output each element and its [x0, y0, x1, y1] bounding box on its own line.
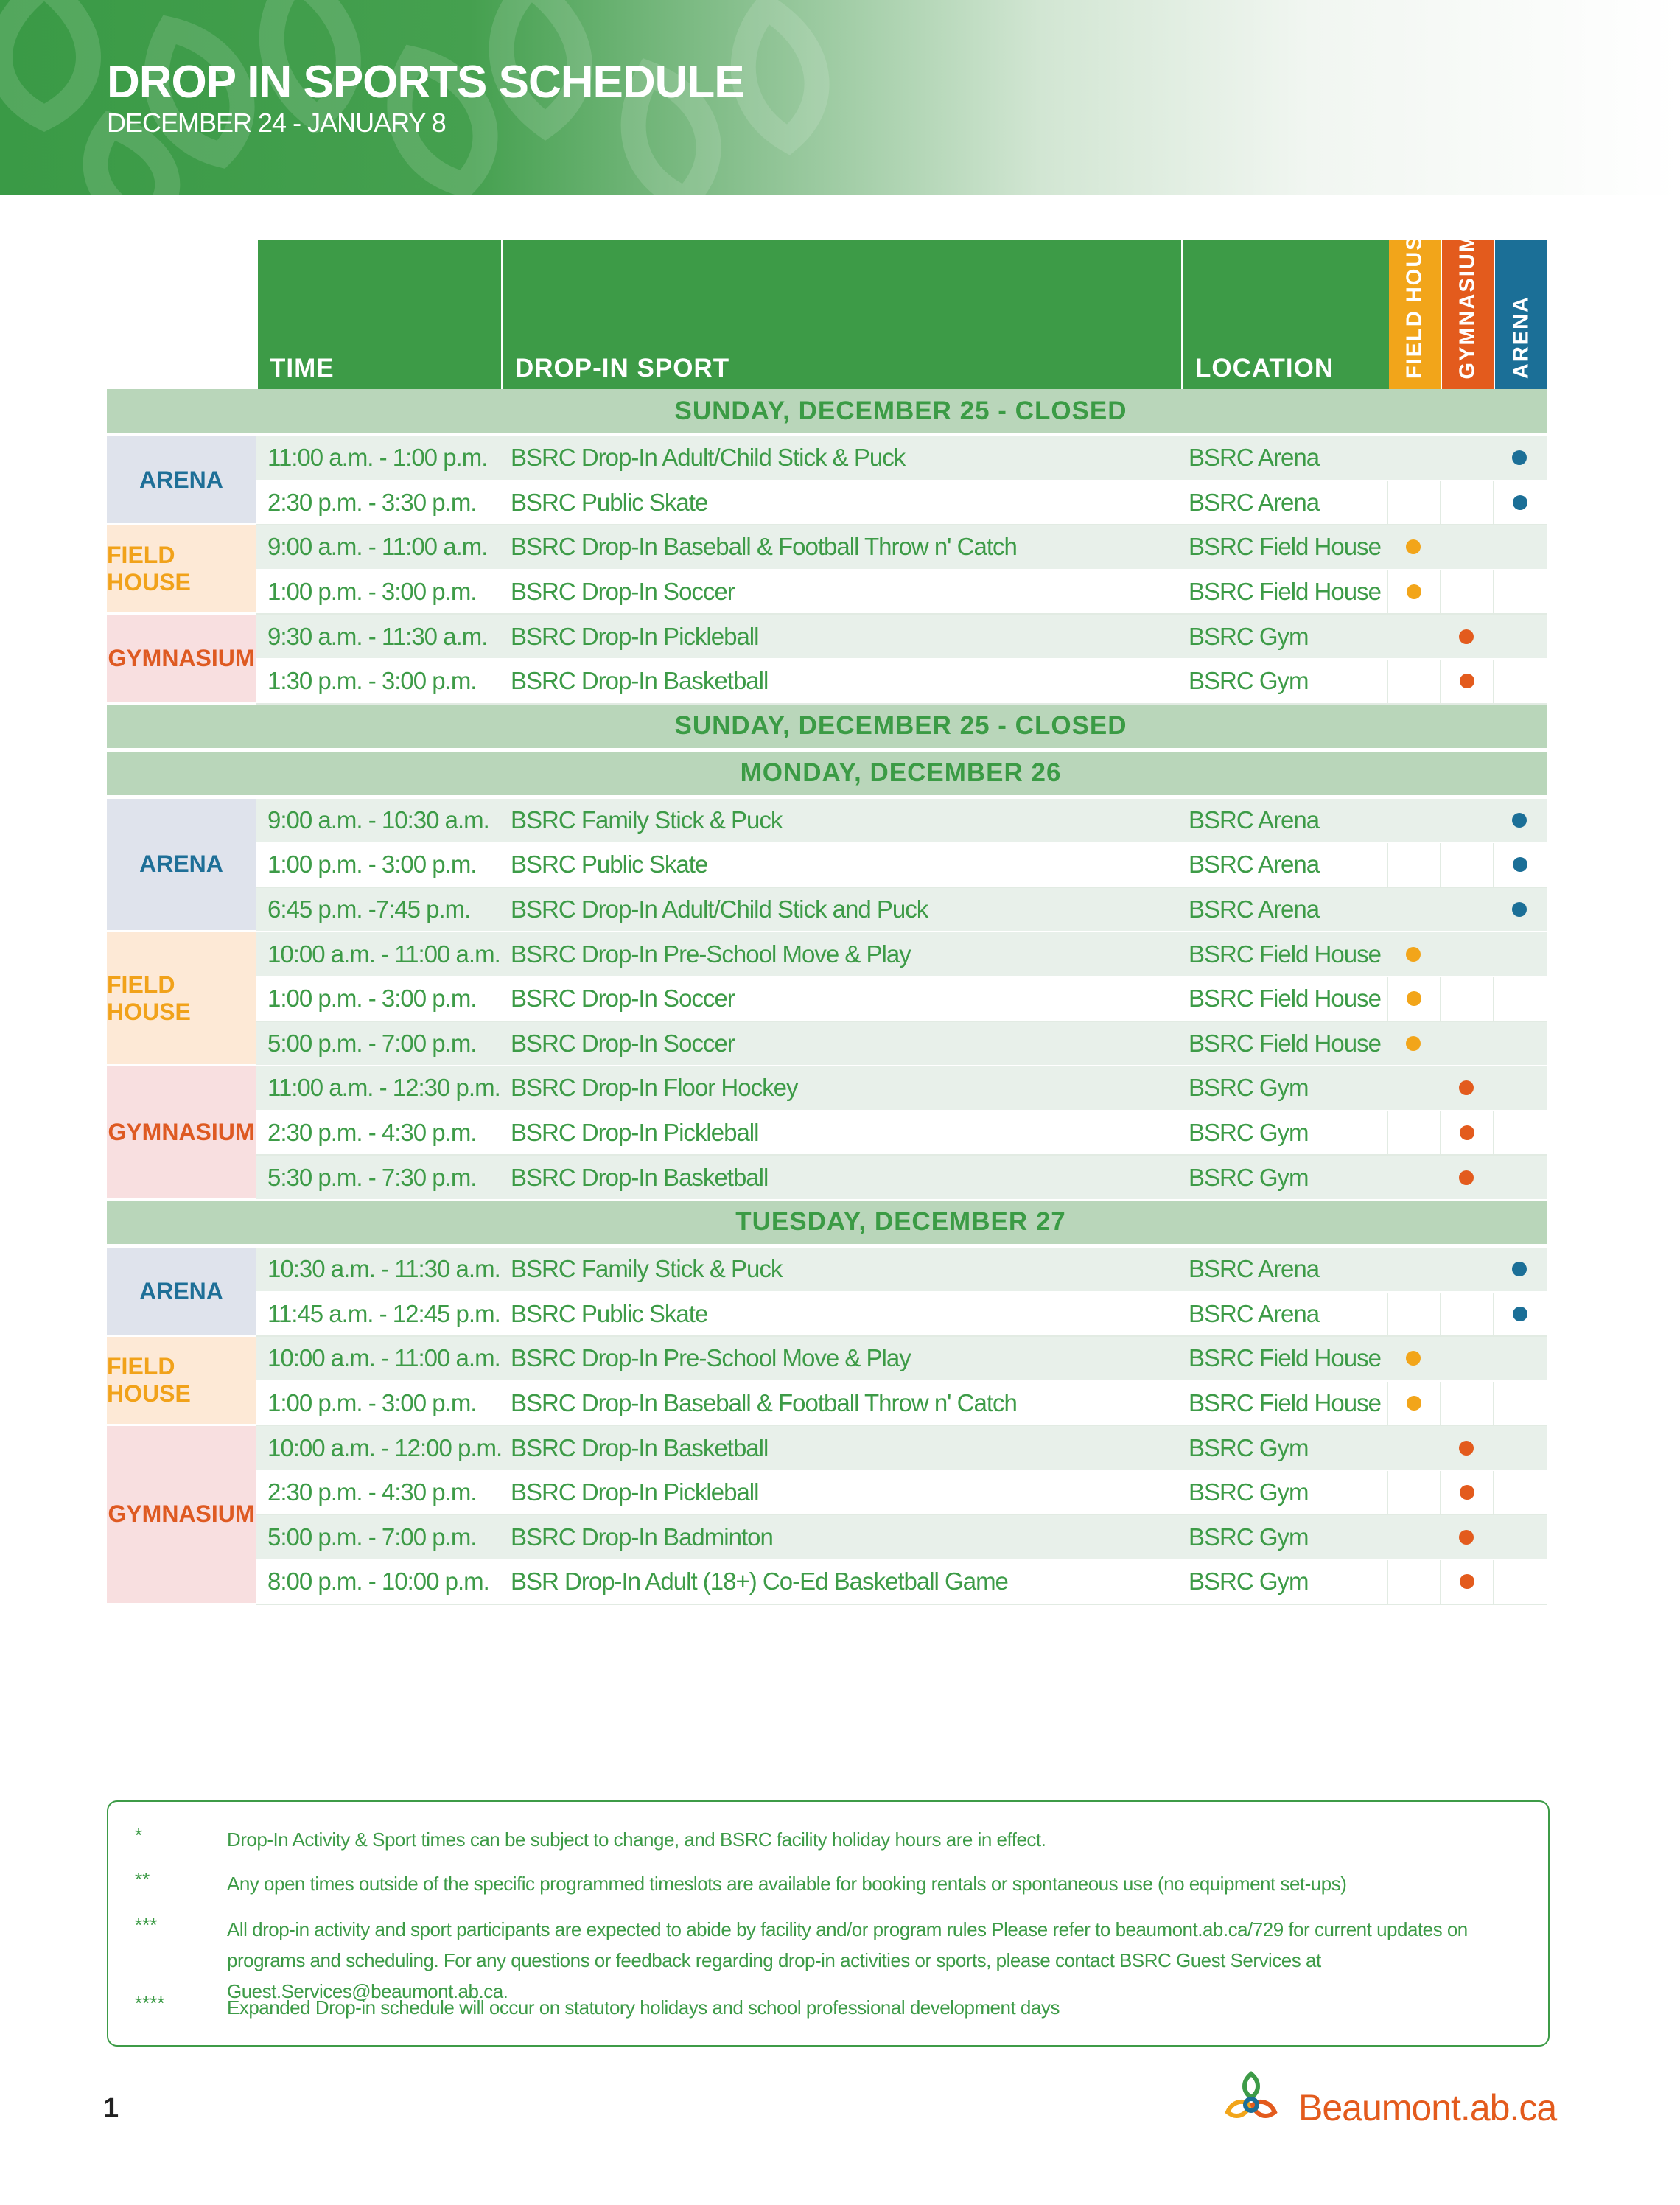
facility-rows	[256, 436, 1547, 525]
sport-cell: BSRC Public Skate	[511, 850, 708, 878]
facility-indicator-cell	[1493, 1515, 1546, 1559]
time-cell: 9:00 a.m. - 10:30 a.m.	[267, 806, 489, 834]
facility-indicator-cell	[1493, 1337, 1546, 1380]
facility-indicator-cell	[1387, 1156, 1440, 1199]
location-cell: BSRC Field House	[1189, 985, 1381, 1013]
facility-indicator-cell	[1387, 660, 1440, 703]
arena-indicator-dot	[1512, 813, 1527, 828]
location-cell: BSRC Arena	[1189, 1299, 1320, 1327]
location-cell: BSRC Arena	[1189, 1255, 1320, 1283]
header-time: TIME	[258, 240, 501, 389]
facility-group-field-house	[107, 525, 1547, 615]
facility-indicator-cell	[1387, 570, 1440, 614]
facility-indicator-cell	[1440, 977, 1493, 1021]
facility-indicator-cell	[1440, 1471, 1493, 1514]
facility-indicator-cell	[1493, 525, 1546, 569]
page-title: DROP IN SPORTS SCHEDULE	[107, 57, 744, 108]
facility-indicator-cell	[1493, 1293, 1546, 1336]
location-cell: BSRC Field House	[1189, 533, 1381, 561]
location-cell: BSRC Arena	[1189, 444, 1320, 472]
facility-indicator-cell	[1440, 1156, 1493, 1199]
sport-cell: BSRC Drop-In Pre-School Move & Play	[511, 940, 911, 968]
facility-indicator-cell	[1440, 1111, 1493, 1155]
gym-indicator-dot	[1460, 674, 1474, 688]
sport-cell: BSRC Drop-In Baseball & Football Throw n' Catch	[511, 1388, 1017, 1416]
facility-rows	[256, 1066, 1547, 1201]
field-indicator-dot	[1406, 947, 1421, 962]
day-heading	[107, 705, 1547, 749]
facility-indicator-cell	[1493, 932, 1546, 976]
facility-indicator-cell	[1493, 1382, 1546, 1425]
facility-indicator-cell	[1387, 1382, 1440, 1425]
note-marker: *	[135, 1824, 143, 1846]
page-number: 1	[103, 2093, 119, 2124]
facility-indicator-cell	[1387, 1426, 1440, 1470]
table-header	[107, 219, 1547, 389]
facility-indicator-cell	[1440, 932, 1493, 976]
table-row	[256, 799, 1547, 844]
schedule-table	[107, 219, 1547, 1605]
facility-rows	[256, 932, 1547, 1066]
table-row	[256, 977, 1547, 1022]
facility-indicator-cell	[1440, 660, 1493, 703]
gym-indicator-dot	[1460, 1485, 1474, 1500]
facility-indicator-cell	[1440, 1426, 1493, 1470]
facility-indicator-cell	[1440, 1066, 1493, 1110]
arena-indicator-dot	[1512, 1262, 1527, 1276]
time-cell: 8:00 p.m. - 10:00 p.m.	[267, 1568, 489, 1596]
facility-label-gymnasium: GYMNASIUM	[107, 615, 256, 704]
facility-indicator-cell	[1493, 888, 1546, 932]
sport-cell: BSRC Drop-In Pickleball	[511, 1119, 759, 1147]
gym-indicator-dot	[1459, 1170, 1474, 1185]
facility-indicator-cell	[1493, 570, 1546, 614]
note-marker: ***	[135, 1914, 158, 1936]
location-cell: BSRC Field House	[1189, 940, 1381, 968]
day-heading-text: SUNDAY, DECEMBER 25 - CLOSED	[674, 711, 1127, 741]
sport-cell: BSRC Drop-In Basketball	[511, 667, 769, 695]
facility-indicator-cell	[1440, 888, 1493, 932]
location-cell: BSRC Gym	[1189, 1478, 1309, 1506]
table-row	[256, 436, 1547, 481]
table-row	[256, 1382, 1547, 1427]
sport-cell: BSRC Drop-In Pre-School Move & Play	[511, 1344, 911, 1372]
field-indicator-dot	[1406, 539, 1421, 554]
location-cell: BSRC Gym	[1189, 1568, 1309, 1596]
sport-cell: BSRC Drop-In Pickleball	[511, 1478, 759, 1506]
table-row	[256, 1515, 1547, 1560]
time-cell: 10:30 a.m. - 11:30 a.m.	[267, 1255, 500, 1283]
location-cell: BSRC Field House	[1189, 1344, 1381, 1372]
field-indicator-dot	[1406, 1351, 1421, 1366]
header-field-house: FIELD HOUSE	[1389, 240, 1441, 389]
facility-indicator-cell	[1440, 436, 1493, 480]
sport-cell: BSRC Family Stick & Puck	[511, 806, 783, 834]
facility-indicator-cell	[1387, 977, 1440, 1021]
facility-indicator-cell	[1440, 570, 1493, 614]
time-cell: 5:00 p.m. - 7:00 p.m.	[267, 1523, 477, 1551]
facility-indicator-cell	[1493, 1022, 1546, 1066]
facility-indicator-cell	[1440, 1337, 1493, 1380]
facility-indicator-cell	[1440, 1382, 1493, 1425]
gym-indicator-dot	[1459, 629, 1474, 644]
location-cell: BSRC Gym	[1189, 1523, 1309, 1551]
time-cell: 10:00 a.m. - 12:00 p.m.	[267, 1433, 503, 1461]
time-cell: 1:00 p.m. - 3:00 p.m.	[267, 985, 477, 1013]
sport-cell: BSRC Drop-In Basketball	[511, 1433, 769, 1461]
facility-indicator-cell	[1387, 1337, 1440, 1380]
sport-cell: BSRC Family Stick & Puck	[511, 1255, 783, 1283]
day-heading	[107, 389, 1547, 434]
facility-indicator-cell	[1387, 1066, 1440, 1110]
location-cell: BSRC Field House	[1189, 1388, 1381, 1416]
facility-indicator-cell	[1493, 1426, 1546, 1470]
time-cell: 2:30 p.m. - 4:30 p.m.	[267, 1119, 477, 1147]
facility-indicator-cell	[1387, 799, 1440, 842]
arena-indicator-dot	[1513, 495, 1527, 510]
facility-group-arena	[107, 799, 1547, 933]
location-cell: BSRC Field House	[1189, 1029, 1381, 1057]
table-row	[256, 1293, 1547, 1338]
table-row	[256, 932, 1547, 977]
sport-cell: BSRC Drop-In Badminton	[511, 1523, 773, 1551]
header-location: LOCATION	[1183, 240, 1393, 389]
facility-label-gymnasium: GYMNASIUM	[107, 1426, 256, 1604]
facility-rows	[256, 1248, 1547, 1337]
facility-indicator-cell	[1493, 1111, 1546, 1155]
time-cell: 5:30 p.m. - 7:30 p.m.	[267, 1163, 477, 1191]
facility-indicator-cell	[1387, 1022, 1440, 1066]
location-cell: BSRC Arena	[1189, 806, 1320, 834]
facility-indicator-cell	[1440, 481, 1493, 525]
sport-cell: BSRC Drop-In Soccer	[511, 1029, 735, 1057]
facility-rows	[256, 525, 1547, 615]
table-row	[256, 1248, 1547, 1293]
facility-indicator-cell	[1440, 799, 1493, 842]
sport-cell: BSRC Drop-In Adult/Child Stick & Puck	[511, 444, 906, 472]
table-row	[256, 570, 1547, 615]
facility-label-arena: ARENA	[107, 1248, 256, 1337]
facility-label-field-house: FIELD HOUSE	[107, 932, 256, 1066]
table-row	[256, 1111, 1547, 1156]
time-cell: 2:30 p.m. - 4:30 p.m.	[267, 1478, 477, 1506]
facility-indicator-cell	[1387, 1560, 1440, 1604]
arena-indicator-dot	[1513, 1307, 1527, 1321]
location-cell: BSRC Gym	[1189, 667, 1309, 695]
sport-cell: BSRC Drop-In Baseball & Football Throw n' Catch	[511, 533, 1017, 561]
note-text: Any open times outside of the specific programmed timeslots are available for booking rentals or spontaneous use (no equipment set-ups)	[227, 1873, 1347, 1895]
sport-cell: BSRC Drop-In Basketball	[511, 1163, 769, 1191]
notes-box	[107, 1800, 1550, 2047]
facility-label-field-house: FIELD HOUSE	[107, 1337, 256, 1426]
facility-label-field-house: FIELD HOUSE	[107, 525, 256, 615]
time-cell: 11:45 a.m. - 12:45 p.m.	[267, 1299, 500, 1327]
facility-rows	[256, 1337, 1547, 1426]
facility-rows	[256, 615, 1547, 704]
facility-label-arena: ARENA	[107, 799, 256, 933]
time-cell: 2:30 p.m. - 3:30 p.m.	[267, 488, 477, 516]
facility-indicator-cell	[1387, 888, 1440, 932]
facility-group-gymnasium	[107, 615, 1547, 704]
time-cell: 1:00 p.m. - 3:00 p.m.	[267, 850, 477, 878]
note-marker: **	[135, 1868, 150, 1890]
facility-indicator-cell	[1440, 525, 1493, 569]
facility-indicator-cell	[1387, 1293, 1440, 1336]
facility-rows	[256, 799, 1547, 933]
facility-indicator-cell	[1493, 615, 1546, 658]
day-heading-text: TUESDAY, DECEMBER 27	[735, 1207, 1066, 1237]
facility-indicator-cell	[1493, 977, 1546, 1021]
facility-indicator-cell	[1493, 1471, 1546, 1514]
arena-indicator-dot	[1513, 857, 1527, 872]
header-sport: DROP-IN SPORT	[503, 240, 1181, 389]
day-heading-text: SUNDAY, DECEMBER 25 - CLOSED	[674, 396, 1127, 425]
sport-cell: BSRC Drop-In Floor Hockey	[511, 1074, 798, 1102]
note-text: Expanded Drop-in schedule will occur on statutory holidays and school professional development days	[227, 1996, 1060, 2019]
table-row	[256, 615, 1547, 660]
time-cell: 9:30 a.m. - 11:30 a.m.	[267, 622, 488, 650]
facility-indicator-cell	[1440, 1515, 1493, 1559]
sport-cell: BSRC Public Skate	[511, 488, 708, 516]
sport-cell: BSRC Drop-In Adult/Child Stick and Puck	[511, 895, 928, 923]
facility-label-gymnasium: GYMNASIUM	[107, 1066, 256, 1201]
sport-cell: BSRC Drop-In Soccer	[511, 985, 735, 1013]
facility-indicator-cell	[1387, 1111, 1440, 1155]
header-gymnasium: GYMNASIUM	[1442, 240, 1494, 389]
note-text: Drop-In Activity & Sport times can be subject to change, and BSRC facility holiday hours are in effect.	[227, 1828, 1046, 1851]
note-text: All drop-in activity and sport participants are expected to abide by facility and/or program rules Please refer to beaumont.ab.ca/729 for current updates on programs and scheduling. For any questions or feedback regarding drop-in activities or sports, please contact BSRC Guest Services at Guest.Services@beaumont.ab.ca.	[227, 1918, 1468, 2002]
gym-indicator-dot	[1459, 1530, 1474, 1545]
table-row	[256, 1022, 1547, 1067]
note-marker: ****	[135, 1992, 165, 2014]
facility-indicator-cell	[1493, 843, 1546, 887]
facility-indicator-cell	[1387, 1471, 1440, 1514]
arena-indicator-dot	[1512, 902, 1527, 917]
facility-rows	[256, 1426, 1547, 1604]
sport-cell: BSR Drop-In Adult (18+) Co-Ed Basketball Game	[511, 1568, 1008, 1596]
header-arena: ARENA	[1495, 240, 1547, 389]
facility-indicator-cell	[1387, 932, 1440, 976]
time-cell: 11:00 a.m. - 12:30 p.m.	[267, 1074, 500, 1102]
facility-group-arena	[107, 1248, 1547, 1337]
day-heading	[107, 752, 1547, 797]
facility-group-field-house	[107, 1337, 1547, 1426]
table-row	[256, 843, 1547, 888]
facility-group-arena	[107, 436, 1547, 525]
facility-indicator-cell	[1440, 1022, 1493, 1066]
day-heading-text: MONDAY, DECEMBER 26	[740, 758, 1062, 788]
time-cell: 11:00 a.m. - 1:00 p.m.	[267, 444, 488, 472]
gym-indicator-dot	[1459, 1441, 1474, 1456]
time-cell: 6:45 p.m. -7:45 p.m.	[267, 895, 471, 923]
location-cell: BSRC Gym	[1189, 1119, 1309, 1147]
time-cell: 5:00 p.m. - 7:00 p.m.	[267, 1029, 477, 1057]
facility-indicator-cell	[1493, 481, 1546, 525]
schedule-body	[107, 389, 1547, 1605]
facility-group-gymnasium	[107, 1426, 1547, 1604]
header-banner	[0, 0, 1680, 195]
facility-indicator-cell	[1440, 1560, 1493, 1604]
facility-indicator-cell	[1387, 843, 1440, 887]
table-row	[256, 1156, 1547, 1201]
field-indicator-dot	[1407, 584, 1421, 599]
field-indicator-dot	[1406, 1036, 1421, 1051]
arena-indicator-dot	[1512, 450, 1527, 465]
table-row	[256, 1426, 1547, 1471]
day-heading	[107, 1201, 1547, 1245]
facility-indicator-cell	[1440, 1248, 1493, 1291]
location-cell: BSRC Arena	[1189, 895, 1320, 923]
table-row	[256, 660, 1547, 705]
location-cell: BSRC Arena	[1189, 850, 1320, 878]
gym-indicator-dot	[1460, 1574, 1474, 1589]
facility-indicator-cell	[1493, 799, 1546, 842]
table-row	[256, 481, 1547, 526]
sport-cell: BSRC Drop-In Pickleball	[511, 622, 759, 650]
facility-indicator-cell	[1440, 1293, 1493, 1336]
facility-indicator-cell	[1493, 660, 1546, 703]
facility-indicator-cell	[1387, 615, 1440, 658]
facility-indicator-cell	[1387, 436, 1440, 480]
location-cell: BSRC Gym	[1189, 1074, 1309, 1102]
facility-indicator-cell	[1493, 1066, 1546, 1110]
location-cell: BSRC Arena	[1189, 488, 1320, 516]
location-cell: BSRC Gym	[1189, 1163, 1309, 1191]
sport-cell: BSRC Drop-In Soccer	[511, 578, 735, 606]
time-cell: 9:00 a.m. - 11:00 a.m.	[267, 533, 488, 561]
facility-indicator-cell	[1387, 525, 1440, 569]
facility-group-gymnasium	[107, 1066, 1547, 1201]
facility-indicator-cell	[1387, 1248, 1440, 1291]
time-cell: 1:00 p.m. - 3:00 p.m.	[267, 1388, 477, 1416]
facility-label-arena: ARENA	[107, 436, 256, 525]
facility-indicator-cell	[1493, 1248, 1546, 1291]
table-row	[256, 1560, 1547, 1605]
website-link[interactable]: Beaumont.ab.ca	[1298, 2087, 1557, 2128]
table-row	[256, 1337, 1547, 1382]
field-indicator-dot	[1407, 1396, 1421, 1411]
facility-indicator-cell	[1493, 436, 1546, 480]
facility-indicator-cell	[1440, 843, 1493, 887]
page-subtitle: DECEMBER 24 - JANUARY 8	[107, 108, 446, 138]
beaumont-logo-icon	[1222, 2071, 1281, 2130]
table-row	[256, 1066, 1547, 1111]
sport-cell: BSRC Public Skate	[511, 1299, 708, 1327]
table-row	[256, 525, 1547, 570]
facility-group-field-house	[107, 932, 1547, 1066]
time-cell: 1:00 p.m. - 3:00 p.m.	[267, 578, 477, 606]
location-cell: BSRC Field House	[1189, 578, 1381, 606]
time-cell: 10:00 a.m. - 11:00 a.m.	[267, 1344, 500, 1372]
field-indicator-dot	[1407, 991, 1421, 1006]
gym-indicator-dot	[1460, 1125, 1474, 1140]
facility-indicator-cell	[1440, 615, 1493, 658]
facility-indicator-cell	[1387, 481, 1440, 525]
table-row	[256, 888, 1547, 933]
facility-indicator-cell	[1493, 1560, 1546, 1604]
time-cell: 1:30 p.m. - 3:00 p.m.	[267, 667, 477, 695]
facility-indicator-cell	[1387, 1515, 1440, 1559]
facility-indicator-cell	[1493, 1156, 1546, 1199]
location-cell: BSRC Gym	[1189, 622, 1309, 650]
location-cell: BSRC Gym	[1189, 1433, 1309, 1461]
table-row	[256, 1471, 1547, 1516]
time-cell: 10:00 a.m. - 11:00 a.m.	[267, 940, 500, 968]
gym-indicator-dot	[1459, 1080, 1474, 1095]
